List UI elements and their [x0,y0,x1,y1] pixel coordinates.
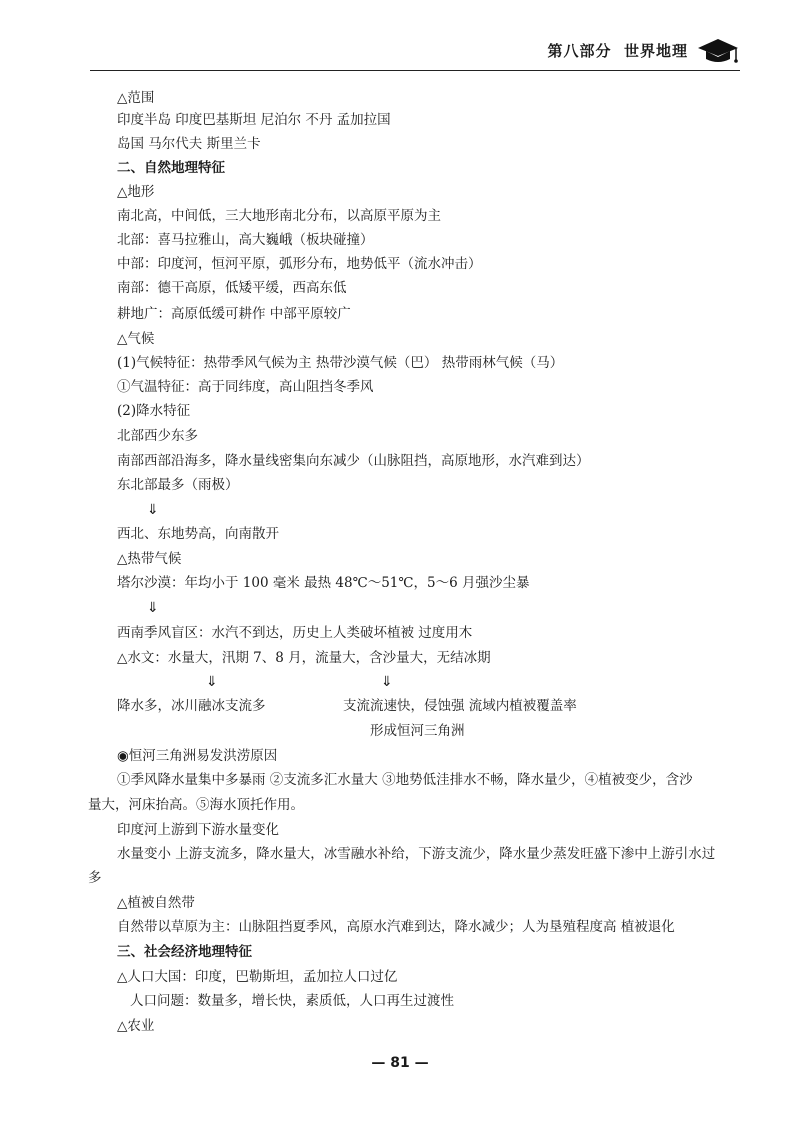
text-line: 水量变小 上游支流多，降水量大，冰雪融水补给，下游支流少，降水量少蒸发旺盛下渗中上游引水过 [117,846,716,862]
text-line: 南部：德干高原，低矮平缓，西高东低 [117,280,347,296]
graduation-cap-icon [696,34,740,64]
down-arrow-icon: ⇓ [147,600,159,616]
text-line: 岛国 马尔代夫 斯里兰卡 [117,136,261,152]
text-line: 自然带以草原为主：山脉阻挡夏季风，高原水汽难到达，降水减少；人为垦殖程度高 植被退化 [117,919,675,935]
text-line: 耕地广：高原低缓可耕作 中部平原较广 [117,306,351,322]
text-line: 南部西部沿海多，降水量线密集向东减少（山脉阻挡，高原地形，水汽难到达） [117,453,590,469]
text-line: 东北部最多（雨极） [117,477,239,493]
down-arrow-icon: ⇓ [147,502,159,518]
text-line: 印度半岛 印度巴基斯坦 尼泊尔 不丹 孟加拉国 [117,112,391,128]
text-line: △人口大国：印度，巴勒斯坦，孟加拉人口过亿 [117,969,398,985]
page-header [90,30,740,71]
text-line: 印度河上游到下游水量变化 [117,822,279,838]
text-line: 塔尔沙漠：年均小于 100 毫米 最热 48℃～51℃，5～6 月强沙尘暴 [117,575,530,591]
text-line: 中部：印度河，恒河平原，弧形分布，地势低平（流水冲击） [117,256,482,272]
down-arrow-icon: ⇓ [206,674,218,690]
text-line: 降水多，冰川融冰支流多 [117,698,266,714]
text-line: △热带气候 [117,551,182,567]
text-line: △范围 [117,90,155,106]
text-line: ①季风降水量集中多暴雨 ②支流多汇水量大 ③地势低洼排水不畅，降水量少，④植被变少，含沙 [117,772,693,788]
text-line: 西北、东地势高，向南散开 [117,526,279,542]
page-number: — 81 — [371,1055,429,1071]
text-line: (1)气候特征：热带季风气候为主 热带沙漠气候（巴） 热带雨林气候（马） [117,355,564,371]
text-line: △植被自然带 [117,895,195,911]
text-line: 人口问题：数量多，增长快，素质低，人口再生过渡性 [130,993,454,1009]
down-arrow-icon: ⇓ [381,674,393,690]
text-line: △地形 [117,184,155,200]
text-line: 多 [88,870,102,886]
text-line: △农业 [117,1018,155,1034]
text-line: (2)降水特征 [117,403,191,419]
text-line: ◉恒河三角洲易发洪涝原因 [117,748,278,764]
text-line: 量大，河床抬高。⑤海水顶托作用。 [88,797,304,813]
section-heading: 二、自然地理特征 [117,160,225,176]
text-line: △气候 [117,331,155,347]
text-line: 北部：喜马拉雅山，高大巍峨（板块碰撞） [117,232,374,248]
text-line: 支流流速快，侵蚀强 流域内植被覆盖率 [343,698,577,714]
text-line: 形成恒河三角洲 [370,723,465,739]
text-line: ①气温特征：高于同纬度，高山阻挡冬季风 [117,379,374,395]
header-title: 第八部分 世界地理 [547,42,688,60]
text-line: 南北高，中间低，三大地形南北分布，以高原平原为主 [117,208,441,224]
section-heading: 三、社会经济地理特征 [117,944,252,960]
text-line: 北部西少东多 [117,428,198,444]
text-line: 西南季风盲区：水汽不到达，历史上人类破坏植被 过度用木 [117,625,473,641]
text-line: △水文：水量大，汛期 7、8 月，流量大，含沙量大，无结冰期 [117,650,491,666]
